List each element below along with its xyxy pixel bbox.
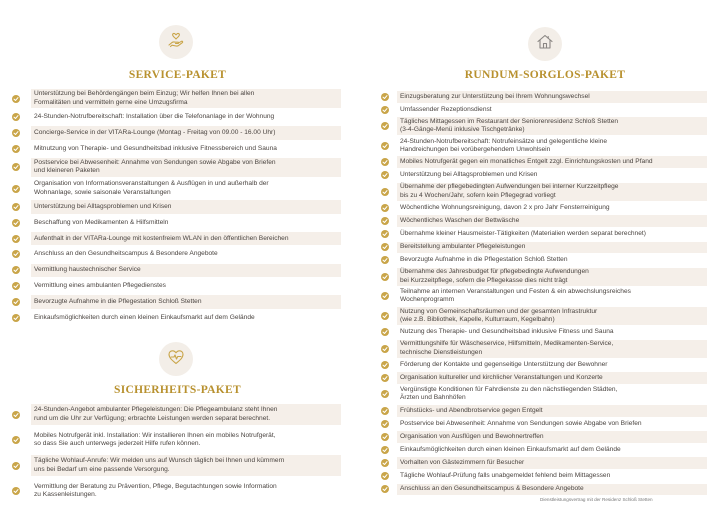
list-item-text: Vermittlung eines ambulanten Pflegedienstes	[34, 281, 166, 289]
list-item	[12, 89, 341, 108]
check-icon	[381, 361, 389, 369]
list-item	[381, 340, 707, 358]
list-item	[12, 248, 341, 262]
list-item-text: Einkaufsmöglichkeiten durch einen kleinen Einkaufsmarkt auf dem Gelände	[34, 313, 255, 321]
check-icon	[12, 129, 20, 137]
check-icon	[12, 436, 20, 444]
check-icon	[12, 235, 20, 243]
list-item	[12, 110, 341, 124]
check-icon	[12, 266, 20, 274]
list-item-text: 24-Stunden-Notrufbereitschaft: Installation über die Telefonanlage in der Wohnung	[34, 112, 275, 120]
check-icon	[12, 145, 20, 153]
check-icon	[12, 462, 20, 470]
check-icon	[381, 188, 389, 196]
footnote: Dienstleistungsvertrag mit der Residenz Schloß Stetten	[540, 497, 653, 502]
list-item	[12, 404, 341, 425]
list-item	[381, 202, 707, 214]
rundum-heading: RUNDUM-SORGLOS-PAKET	[464, 69, 626, 81]
rundum-icon-circle	[528, 27, 562, 61]
list-item	[381, 431, 707, 443]
check-icon	[12, 219, 20, 227]
list-item-text: Nutzung von Gemeinschaftsräumen und der gesamten Infrastruktur (wie z.B. Bibliothek, Kapelle, Kulturraum, Kegelbahn)	[397, 307, 707, 325]
list-item	[381, 156, 707, 168]
check-icon	[381, 459, 389, 467]
list-item-text: Anschluss an den Gesundheitscampus & Besondere Angebote	[397, 484, 707, 496]
list-item-text: Bevorzugte Aufnahme in die Pflegestation Schloß Stetten	[31, 295, 341, 309]
list-item-text: Organisation von Informationsveranstaltungen & Ausflügen in und außerhalb der Wohnanlage, sowie saisonale Veranstaltungen	[34, 180, 269, 196]
list-item-text: Frühstücks- und Abendbrotservice gegen Entgelt	[397, 405, 707, 417]
list-item-text: Tägliches Mittagessen im Restaurant der Seniorenresidenz Schloß Stetten (3-4-Gänge-Menü inklusive Tischgetränke)	[397, 117, 707, 135]
sicherheit-icon-circle	[159, 342, 193, 376]
check-icon	[381, 292, 389, 300]
list-item	[381, 287, 707, 305]
list-item-text: Wöchentliches Waschen der Bettwäsche	[397, 215, 707, 227]
list-item-text: Unterstützung bei Alltagsproblemen und Krisen	[400, 171, 538, 179]
list-item	[381, 183, 707, 201]
list-item	[381, 327, 707, 339]
check-icon	[381, 472, 389, 480]
list-item-text: Einkaufsmöglichkeiten durch einen kleinen Einkaufsmarkt auf dem Gelände	[400, 445, 621, 453]
list-item	[12, 126, 341, 140]
list-item-text: Unterstützung bei Behördengängen beim Einzug; Wir helfen Ihnen bei allen Formalitäten und vermitteln gerne eine Umzugsfirma	[31, 89, 341, 108]
list-item-text: Vermittlungshilfe für Wäscheservice, Hilfsmitteln, Medikamenten-Service, technische Dienstleistungen	[397, 340, 707, 358]
list-item-text: Vermittlung der Beratung zu Prävention, Pflege, Begutachtungen sowie Information zu Kassenleistungen.	[34, 483, 277, 499]
list-item	[12, 232, 341, 246]
list-item	[381, 444, 707, 456]
list-item-text: Übernahme des Jahresbudget für pflegebedingte Aufwendungen bei Kurzzeitpflege, sofern die Pflegekasse dies nicht trägt	[397, 268, 707, 286]
list-item	[381, 268, 707, 286]
check-icon	[381, 485, 389, 493]
list-item	[381, 359, 707, 371]
list-item-text: Einzugsberatung zur Unterstützung bei Ihrem Wohnungswechsel	[397, 91, 707, 103]
list-item-text: Postservice bei Abwesenheit: Annahme von Sendungen sowie Abgabe von Briefen	[400, 419, 642, 427]
hand-heart-icon	[166, 30, 186, 55]
list-item-text: Aufenthalt in der VITARa-Lounge mit kostenfreiem WLAN in den öffentlichen Bereichen	[31, 232, 341, 246]
check-icon	[381, 390, 389, 398]
list-item	[381, 117, 707, 135]
check-icon	[12, 163, 20, 171]
check-icon	[381, 230, 389, 238]
check-icon	[381, 407, 389, 415]
list-item-text: Umfassender Rezeptionsdienst	[400, 105, 492, 113]
check-icon	[381, 256, 389, 264]
list-item-text: Postservice bei Abwesenheit: Annahme von Sendungen sowie Abgabe von Briefen und kleineren Paketen	[31, 158, 341, 177]
check-icon	[12, 411, 20, 419]
list-item	[12, 279, 341, 293]
list-item-text: Beschaffung von Medikamenten & Hilfsmitteln	[34, 218, 169, 226]
list-item	[12, 430, 341, 451]
list-item-text: Organisation von Ausflügen und Bewohnertreffen	[397, 431, 707, 443]
list-item-text: Mitnutzung von Therapie- und Gesundheitsbad inklusive Fitnessbereich und Sauna	[34, 144, 277, 152]
list-item-text: Mobiles Notrufgerät inkl. Installation: Wir installieren Ihnen ein mobiles Notrufgerät, so dass Sie auch unterwegs jederzeit Hilfe rufen können.	[34, 431, 276, 448]
check-icon	[381, 142, 389, 150]
check-icon	[12, 298, 20, 306]
list-item	[381, 104, 707, 116]
list-item-text: Übernahme kleiner Hausmeister-Tätigkeiten (Materialien werden separat berechnet)	[400, 230, 646, 238]
house-icon	[535, 32, 555, 57]
list-item-text: 24-Stunden-Notrufbereitschaft: Notrufeinsätze und gelegentliche kleine Handreichungen bei vorübergehendem Unwohlsein	[400, 137, 608, 153]
check-icon	[381, 243, 389, 251]
list-item	[381, 170, 707, 182]
check-icon	[381, 93, 389, 101]
list-item-text: Concierge-Service in der VITARa-Lounge (Montag - Freitag von 09.00 - 16.00 Uhr)	[31, 126, 341, 140]
list-item	[381, 228, 707, 240]
check-icon	[12, 487, 20, 495]
list-item	[381, 215, 707, 227]
list-item	[381, 372, 707, 384]
list-item-text: Vergünstigte Konditionen für Fahrdienste zu den nächstliegenden Städten, Ärzten und Bahnhöfen	[400, 386, 618, 402]
list-item	[381, 418, 707, 430]
list-item-text: Teilnahme an internen Veranstaltungen und Festen & ein abwechslungsreiches Wochenprogramm	[400, 288, 631, 304]
list-item	[381, 405, 707, 417]
list-item	[381, 137, 707, 155]
list-item	[12, 295, 341, 309]
check-icon	[12, 203, 20, 211]
list-item	[381, 91, 707, 103]
list-item	[12, 142, 341, 156]
check-icon	[381, 374, 389, 382]
list-item	[381, 242, 707, 254]
list-item-text: Anschluss an den Gesundheitscampus & Besondere Angebote	[34, 250, 218, 258]
check-icon	[381, 217, 389, 225]
check-icon	[381, 328, 389, 336]
check-icon	[381, 158, 389, 166]
list-item	[12, 264, 341, 278]
check-icon	[381, 345, 389, 353]
list-item	[12, 481, 341, 502]
sicherheit-heading: SICHERHEITS-PAKET	[114, 384, 241, 396]
check-icon	[12, 113, 20, 121]
list-item	[381, 484, 707, 496]
check-icon	[381, 273, 389, 281]
service-icon-circle	[159, 25, 193, 59]
list-item	[12, 216, 341, 230]
list-item-text: Organisation kultureller und kirchlicher Veranstaltungen und Konzerte	[397, 372, 707, 384]
list-item	[381, 457, 707, 469]
check-icon	[12, 185, 20, 193]
list-item	[381, 471, 707, 483]
check-icon	[381, 446, 389, 454]
list-item	[12, 455, 341, 476]
list-item-text: 24-Stunden-Angebot ambulanter Pflegeleistungen: Die Pflegeambulanz steht Ihnen rund um die Uhr zur Verfügung; erbrachte Leistungen werden separat berechnet.	[31, 404, 341, 425]
list-item	[381, 385, 707, 403]
check-icon	[12, 314, 20, 322]
check-icon	[381, 312, 389, 320]
list-item	[381, 307, 707, 325]
list-item-text: Wöchentliche Wohnungsreinigung, davon 2 x pro Jahr Fensterreinigung	[400, 203, 610, 211]
list-item	[12, 311, 341, 325]
list-item	[12, 158, 341, 177]
list-item-text: Unterstützung bei Alltagsproblemen und Krisen	[31, 200, 341, 214]
list-item	[12, 179, 341, 198]
check-icon	[12, 250, 20, 258]
check-icon	[381, 420, 389, 428]
heart-pulse-icon	[166, 347, 186, 372]
check-icon	[381, 204, 389, 212]
check-icon	[12, 282, 20, 290]
list-item-text: Vermittlung haustechnischer Service	[31, 264, 341, 278]
list-item-text: Übernahme der pflegebedingten Aufwendungen bei interner Kurzzeitpflege bis zu 4 Wochen/Jahr, sofern kein Pflegegrad vorliegt	[397, 183, 707, 201]
check-icon	[381, 106, 389, 114]
list-item-text: Tägliche Wohlauf-Prüfung falls unabgemeldet fehlend beim Mittagessen	[400, 472, 611, 480]
check-icon	[12, 95, 20, 103]
list-item-text: Nutzung des Therapie- und Gesundheitsbad inklusive Fitness und Sauna	[400, 328, 614, 336]
list-item-text: Bereitstellung ambulanter Pflegeleistungen	[397, 242, 707, 254]
check-icon	[381, 122, 389, 130]
list-item-text: Förderung der Kontakte und gegenseitige Unterstützung der Bewohner	[400, 360, 608, 368]
check-icon	[381, 171, 389, 179]
list-item-text: Vorhalten von Gästezimmern für Besucher	[397, 457, 707, 469]
list-item-text: Bevorzugte Aufnahme in die Pflegestation Schloß Stetten	[400, 256, 568, 264]
list-item-text: Mobiles Notrufgerät gegen ein monatliches Entgelt zzgl. Einrichtungskosten und Pfand	[397, 156, 707, 168]
check-icon	[381, 433, 389, 441]
service-heading: SERVICE-PAKET	[128, 69, 227, 81]
list-item	[12, 200, 341, 214]
list-item-text: Tägliche Wohlauf-Anrufe: Wir melden uns auf Wunsch täglich bei Ihnen und kümmern uns bei Bedarf um eine passende Versorgung.	[31, 455, 341, 476]
list-item	[381, 255, 707, 267]
